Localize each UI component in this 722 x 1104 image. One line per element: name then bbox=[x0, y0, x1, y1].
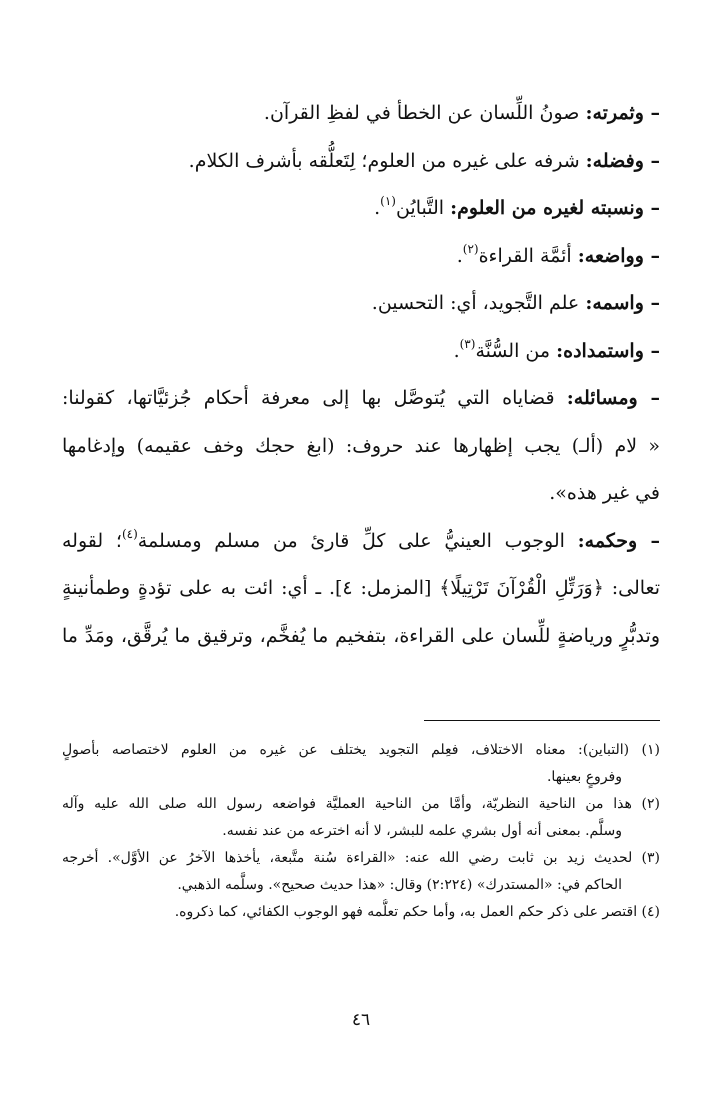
item-source-value: من السُّنَّة bbox=[475, 339, 557, 362]
item-founder-value: أئمَّة القراءة bbox=[478, 244, 578, 267]
item-founder-key: – وواضعه: bbox=[577, 244, 660, 267]
item-ruling-text-1a: الوجوب العينيُّ على كلِّ قارئ من مسلم ومسلمة bbox=[137, 529, 578, 552]
item-issues-text-1: قضاياه التي يُتوصَّل بها إلى معرفة أحكام جُزئيَّاتها، كقولنا: bbox=[62, 387, 567, 409]
footnote-ref-4[interactable]: (٤) bbox=[121, 526, 138, 541]
item-merit-value: شرفه على غيره من العلوم؛ لِتَعلُّقه بأشرف الكلام. bbox=[188, 149, 586, 172]
footnote-2-line-2: وسلَّم. بمعنى أنه أول بشري علمه للبشر، لا أنه اخترعه من عند نفسه. bbox=[222, 823, 622, 839]
footnote-ref-3[interactable]: (٣) bbox=[459, 336, 476, 351]
footnote-1-line-1: (١) (التباين): معناه الاختلاف، فعِلم التجويد يختلف عن غيره من العلوم لاختصاصه بأصولٍ bbox=[62, 742, 660, 758]
item-ruling-key: – وحكمه: bbox=[577, 529, 660, 552]
footnote-1-line-2: وفروعٍ بعينها. bbox=[546, 769, 622, 785]
item-ruling-line-3: وتدبُّرٍ ورياضةٍ للِّسان على القراءة، بتفخيم ما يُفخَّم، وترقيق ما يُرقَّق، ومَدِّ ما bbox=[62, 624, 660, 647]
footnote-ref-1[interactable]: (١) bbox=[380, 194, 396, 208]
item-founder-after: . bbox=[456, 244, 463, 267]
item-founder bbox=[62, 233, 660, 281]
item-name-value: علم التَّجويد، أي: التحسين. bbox=[371, 292, 586, 314]
item-relation-value: التَّبايُن bbox=[395, 197, 451, 219]
item-source-after: . bbox=[453, 339, 460, 362]
item-ruling-line-2: تعالى: ﴿وَرَتِّلِ الْقُرْآنَ تَرْتِيلًا﴾ [المزمل: ٤]. ـ أي: ائت به على تؤدةٍ وطمأنينةٍ bbox=[62, 577, 660, 599]
item-source bbox=[62, 328, 660, 376]
item-fruit bbox=[62, 90, 660, 138]
footnote-3-line-1: (٣) لحديث زيد بن ثابت رضي الله عنه: «القراءة سُنة متَّبعة، يأخذها الآخرُ عن الأوَّل». أخرجه bbox=[62, 850, 660, 866]
item-source-key: – واستمداده: bbox=[556, 339, 660, 362]
footnote-4-line-1: (٤) اقتصر على ذكر حكم العمل به، وأما حكم تعلُّمه فهو الوجوب الكفائي، كما ذكروه. bbox=[174, 904, 660, 920]
footnote-3-line-2: الحاكم في: «المستدرك» (٢:٢٢٤) وقال: «هذا حديث صحيح». وسلَّمه الذهبي. bbox=[177, 877, 622, 893]
footnotes bbox=[62, 737, 660, 926]
item-issues-line-1 bbox=[62, 375, 660, 423]
footnote-separator bbox=[424, 720, 660, 721]
page-number: ٤٦ bbox=[351, 1010, 371, 1030]
item-fruit-key: – وثمرته: bbox=[585, 102, 660, 124]
item-fruit-value: صونُ اللِّسان عن الخطأ في لفظِ القرآن. bbox=[263, 102, 586, 124]
item-relation-key: – ونسبته لغيره من العلوم: bbox=[450, 197, 660, 219]
main-text bbox=[62, 90, 660, 660]
item-relation bbox=[62, 185, 660, 233]
item-relation-after: . bbox=[374, 197, 381, 219]
footnote-ref-2[interactable]: (٢) bbox=[462, 241, 479, 256]
footnote-2-line-1: (٢) هذا من الناحية النظريّة، وأمَّا من الناحية العمليَّة فواضعه رسول الله صلى الله عليه وآله bbox=[62, 796, 660, 812]
item-merit bbox=[62, 138, 660, 186]
item-ruling-line-1 bbox=[62, 518, 660, 566]
item-name bbox=[62, 280, 660, 328]
item-issues-key: – ومسائله: bbox=[566, 387, 660, 409]
item-merit-key: – وفضله: bbox=[585, 149, 660, 172]
item-issues-line-3: في غير هذه». bbox=[549, 482, 660, 504]
item-ruling-text-1b: ؛ لقوله bbox=[62, 529, 122, 552]
item-name-key: – واسمه: bbox=[585, 292, 660, 314]
item-issues-line-2: « لام (ألـ) يجب إظهارها عند حروف: (ابغ حجك وخف عقيمه) وإدغامها bbox=[62, 434, 660, 457]
